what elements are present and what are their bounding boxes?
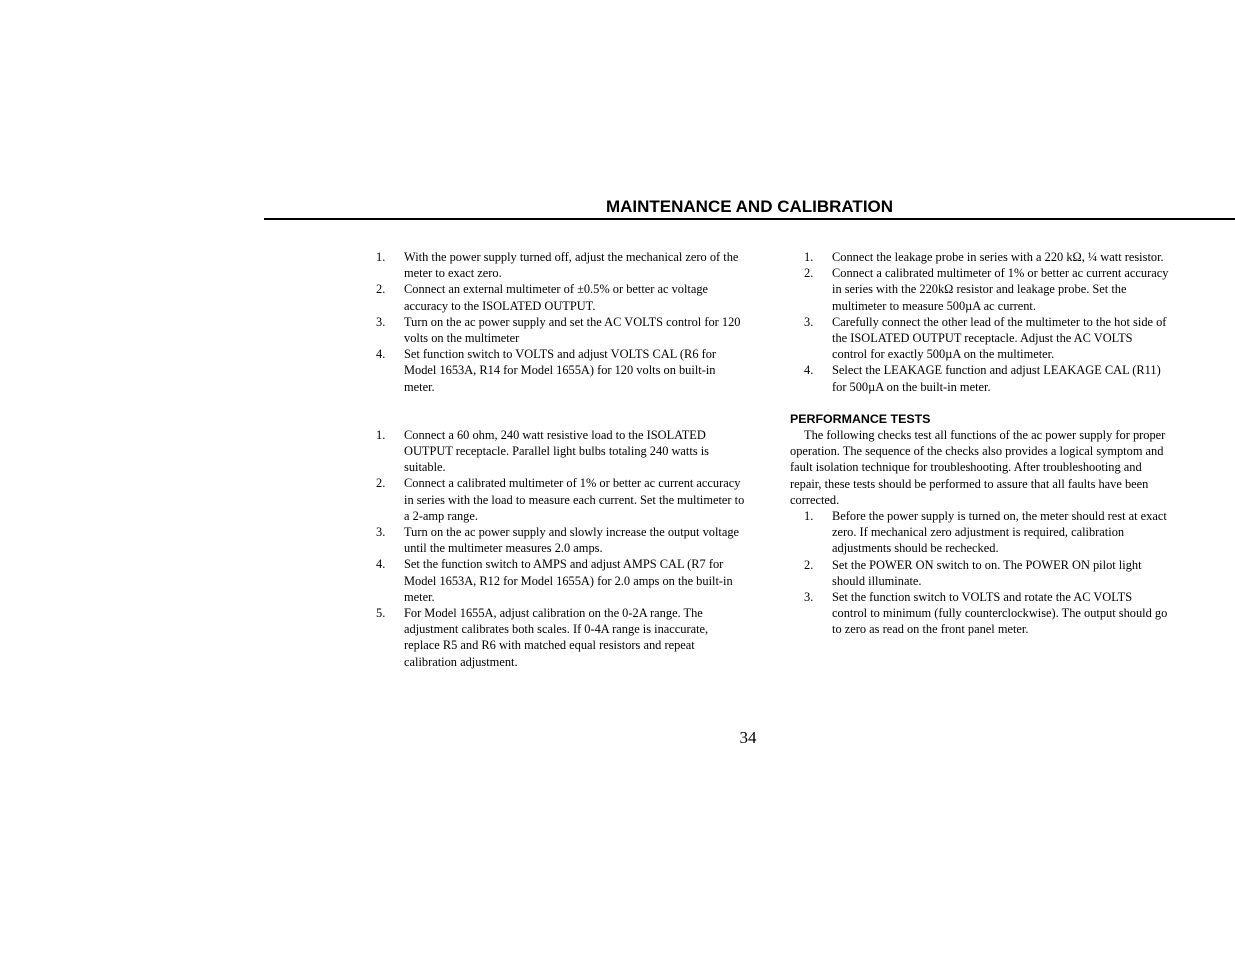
- volts-calibration-steps: [376, 249, 746, 395]
- step-number: 3.: [376, 525, 386, 540]
- list-item: [804, 589, 1170, 638]
- step-number: 1.: [376, 427, 386, 442]
- step-text: Carefully connect the other lead of the multimeter to the hot side of the ISOLATED OUTPUT receptacle. Adjust the AC VOLTS control for exactly 500µA on the multimeter.: [832, 314, 1167, 362]
- list-item: [790, 249, 1170, 265]
- leakage-calibration-steps: [790, 249, 1170, 395]
- step-number: 4.: [376, 557, 386, 572]
- step-text: Connect an external multimeter of ±0.5% or better ac voltage accuracy to the ISOLATED OUTPUT.: [404, 282, 709, 313]
- list-item: [804, 557, 1170, 589]
- step-text: Set function switch to VOLTS and adjust VOLTS CAL (R6 for Model 1653A, R14 for Model 1655A) for 120 volts on built-in meter.: [404, 347, 717, 394]
- list-item: [376, 524, 746, 556]
- step-text: Before the power supply is turned on, the meter should rest at exact zero. If mechanical zero adjustment is required, calibration adjustments should be rechecked.: [832, 509, 1167, 556]
- step-number: 5.: [376, 606, 386, 621]
- list-item: [376, 427, 746, 476]
- list-item: [790, 314, 1170, 363]
- step-text: Set the function switch to VOLTS and rotate the AC VOLTS control to minimum (fully counterclockwise). The output should go to zero as read on the front panel meter.: [832, 590, 1168, 637]
- step-number: 3.: [804, 314, 814, 329]
- list-item: [790, 362, 1170, 394]
- step-number: 2.: [376, 282, 386, 297]
- list-item: [376, 281, 746, 313]
- step-text: Select the LEAKAGE function and adjust LEAKAGE CAL (R11) for 500µA on the built-in meter.: [832, 363, 1161, 394]
- step-text: Set the function switch to AMPS and adjust AMPS CAL (R7 for Model 1653A, R12 for Model 1655A) for 2.0 amps on the built-in meter.: [404, 557, 733, 604]
- list-item: [804, 508, 1170, 557]
- step-number: 2.: [376, 476, 386, 491]
- step-number: 2.: [804, 557, 814, 572]
- step-number: 3.: [376, 314, 386, 329]
- step-text: Connect a 60 ohm, 240 watt resistive load to the ISOLATED OUTPUT receptacle. Parallel light bulbs totaling 240 watts is suitable.: [404, 427, 710, 475]
- step-number: 3.: [804, 590, 814, 605]
- step-text: Connect a calibrated multimeter of 1% or better ac current accuracy in series with the load to measure each current. Set the multimeter to a 2-amp range.: [404, 476, 745, 523]
- step-number: 1.: [804, 509, 814, 524]
- list-item: [376, 556, 746, 605]
- list-item: [790, 265, 1170, 314]
- amps-calibration-steps: [376, 427, 746, 670]
- step-number: 4.: [376, 347, 386, 362]
- list-item: [376, 475, 746, 524]
- list-item: [376, 249, 746, 281]
- step-number: 1.: [804, 250, 814, 264]
- list-item: [376, 314, 746, 346]
- step-text: Set the POWER ON switch to on. The POWER ON pilot light should illuminate.: [832, 557, 1142, 588]
- step-number: 2.: [804, 266, 814, 281]
- performance-intro: The following checks test all functions of the ac power supply for proper operation. The sequence of the checks also provides a logical symptom and fault isolation technique for troubleshooting. After troubleshooting and repair, these tests should be performed to assure that all faults have been corrected.: [790, 428, 1166, 507]
- title-divider: [264, 218, 1235, 220]
- list-item: [376, 605, 746, 670]
- page-number: 34: [739, 728, 757, 747]
- section-gap: [376, 395, 746, 427]
- step-text: For Model 1655A, adjust calibration on the 0-2A range. The adjustment calibrates both scales. If 0-4A range is inaccurate, replace R5 and R6 with matched equal resistors and repeat calibration adjustment.: [404, 606, 709, 669]
- page-title: MAINTENANCE AND CALIBRATION: [605, 197, 894, 216]
- step-text: Connect the leakage probe in series with a 220 kΩ, ¼ watt resistor.: [832, 250, 1164, 264]
- step-text: Connect a calibrated multimeter of 1% or better ac current accuracy in series with the 220kΩ resistor and leakage probe. Set the multimeter to measure 500µA ac current.: [832, 266, 1169, 313]
- step-text: Turn on the ac power supply and slowly increase the output voltage until the multimeter measures 2.0 amps.: [404, 525, 740, 556]
- step-number: 1.: [376, 250, 386, 264]
- step-text: Turn on the ac power supply and set the AC VOLTS control for 120 volts on the multimeter: [404, 314, 741, 346]
- performance-test-steps: [790, 508, 1170, 638]
- performance-tests-heading: PERFORMANCE TESTS: [790, 411, 931, 426]
- right-column: [790, 249, 1170, 638]
- left-column: [376, 249, 746, 670]
- list-item: [376, 346, 746, 395]
- step-number: 4.: [804, 363, 814, 378]
- step-text: With the power supply turned off, adjust the mechanical zero of the meter to exact zero.: [404, 250, 739, 281]
